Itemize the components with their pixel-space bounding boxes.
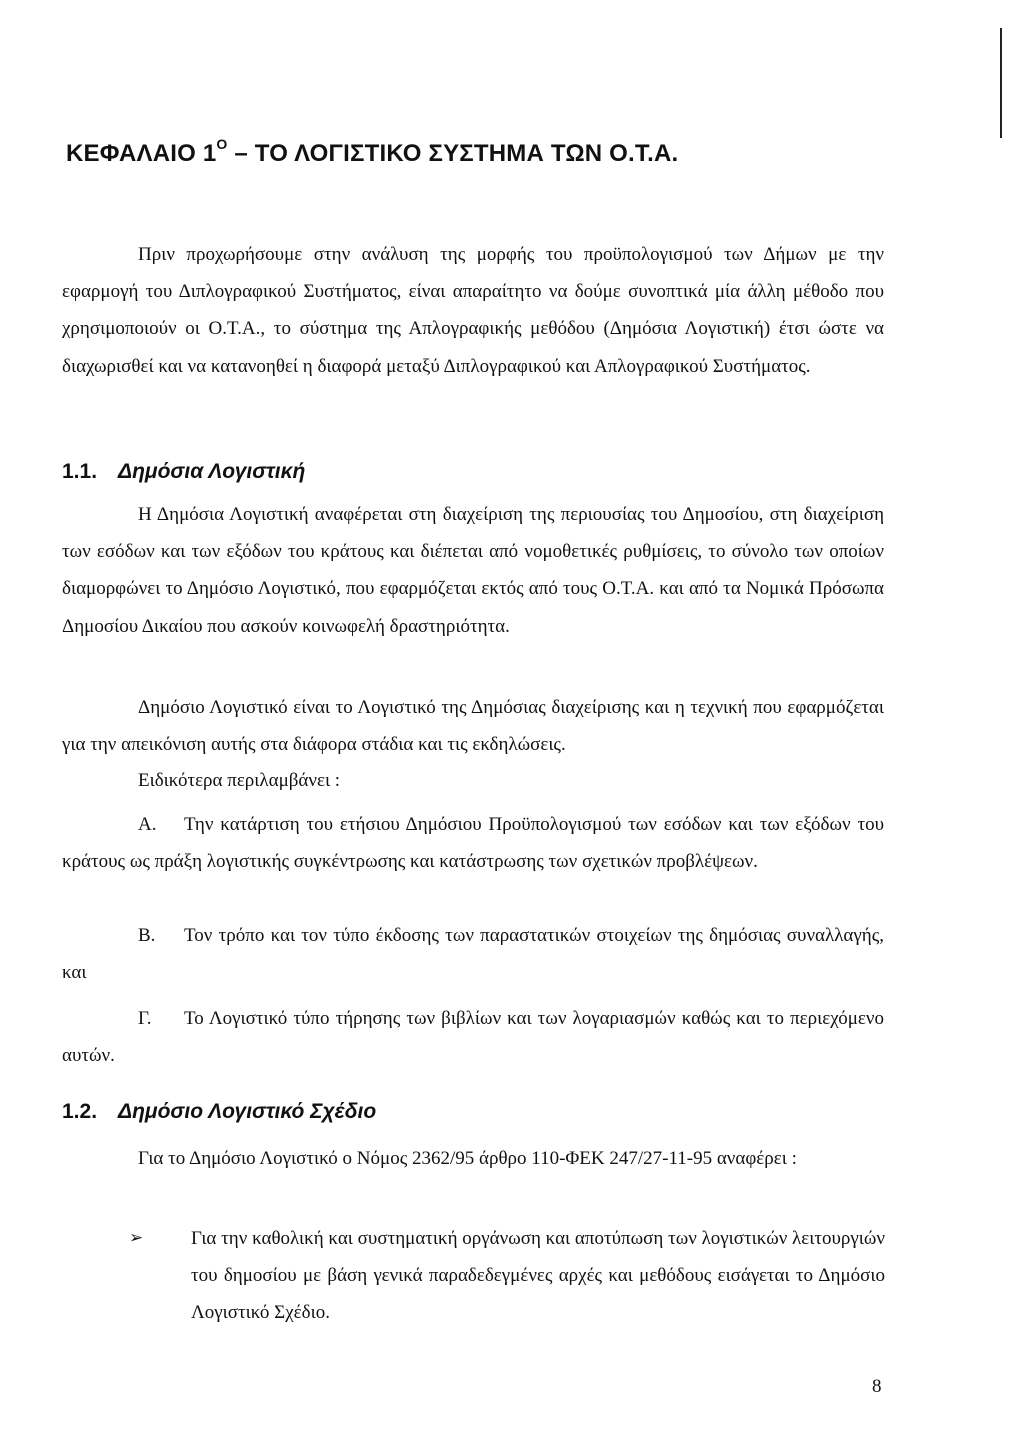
bullet-item <box>129 1220 885 1332</box>
chapter-title <box>66 136 679 168</box>
section-1-1-paragraph-3: Ειδικότερα περιλαμβάνει : <box>138 770 341 791</box>
section-1-2-title: Δημόσιο Λογιστικό Σχέδιο <box>118 1100 377 1123</box>
chapter-title-superscript: Ο <box>216 136 228 152</box>
list-item-b-text: Τον τρόπο και τον τύπο έκδοσης των παραστατικών στοιχείων της δημόσιας συναλλαγής, και <box>62 925 884 984</box>
list-item-c-text: Το Λογιστικό τύπο τήρησης των βιβλίων και των λογαριασμών καθώς και το περιεχόμενο αυτών. <box>62 1008 884 1067</box>
list-item-a <box>62 806 884 880</box>
section-1-1-paragraph-1: Η Δημόσια Λογιστική αναφέρεται στη διαχείριση της περιουσίας του Δημοσίου, στη διαχείριση των εσόδων και των εξόδων του κράτους και διέπεται από νομοθετικές ρυθμίσεις, το σύνολο των οποίων διαμορφώνει το Δημόσιο Λογιστικό, που εφαρμόζεται εκτός από τους Ο.Τ.Α. και από τα Νομικά Πρόσωπα Δημοσίου Δικαίου που ασκούν κοινωφελή δραστηριότητα. <box>62 504 884 637</box>
page-number: 8 <box>872 1376 882 1397</box>
list-item-b <box>62 917 884 991</box>
section-1-1-paragraph-2: Δημόσιο Λογιστικό είναι το Λογιστικό της Δημόσιας διαχείρισης και η τεχνική που εφαρμόζεται για την απεικόνιση αυτής στα διάφορα στάδια και τις εκδηλώσεις. <box>62 697 884 756</box>
section-1-2-number: 1.2. <box>62 1100 98 1123</box>
list-item-c <box>62 1000 884 1074</box>
intro-paragraph: Πριν προχωρήσουμε στην ανάλυση της μορφής του προϋπολογισμού των Δήμων με την εφαρμογή του Διπλογραφικού Συστήματος, είναι απαραίτητο να δούμε συνοπτικά μία άλλη μέθοδο που χρησιμοποιούν οι Ο.Τ.Α., το σύστημα της Απλογραφικής μεθόδου (Δημόσια Λογιστική) έτσι ώστε να διαχωρισθεί και να κατανοηθεί η διαφορά μεταξύ Διπλογραφικού και Απλογραφικού Συστήματος. <box>62 244 884 377</box>
arrow-bullet-icon: ➢ <box>129 1228 144 1248</box>
list-item-a-text: Την κατάρτιση του ετήσιου Δημόσιου Προϋπολογισμού των εσόδων και των εξόδων του κράτους ως πράξη λογιστικής συγκέντρωσης και κατάστρωσης των σχετικών προβλέψεων. <box>62 814 884 873</box>
section-1-1-number: 1.1. <box>62 460 98 483</box>
chapter-title-prefix: ΚΕΦΑΛΑΙΟ 1 <box>66 140 217 167</box>
list-item-b-label: Β. <box>138 925 156 946</box>
bullet-item-text: Για την καθολική και συστηματική οργάνωση και αποτύπωση των λογιστικών λειτουργιών του δημοσίου με βάση γενικά παραδεδεγμένες αρχές και μεθόδους εισάγεται το Δημόσιο Λογιστικό Σχέδιο. <box>191 1228 885 1324</box>
section-1-2-heading <box>62 1100 376 1124</box>
scan-edge-line <box>1000 28 1002 138</box>
list-item-c-label: Γ. <box>138 1008 152 1029</box>
section-1-1-heading <box>62 460 305 484</box>
section-1-1-title: Δημόσια Λογιστική <box>118 460 306 483</box>
section-1-2-paragraph-1: Για το Δημόσιο Λογιστικό ο Νόμος 2362/95 άρθρο 110-ΦΕΚ 247/27-11-95 αναφέρει : <box>138 1148 797 1169</box>
list-item-a-label: Α. <box>138 814 157 835</box>
chapter-title-suffix: – ΤΟ ΛΟΓΙΣΤΙΚΟ ΣΥΣΤΗΜΑ ΤΩΝ Ο.Τ.Α. <box>227 140 679 167</box>
